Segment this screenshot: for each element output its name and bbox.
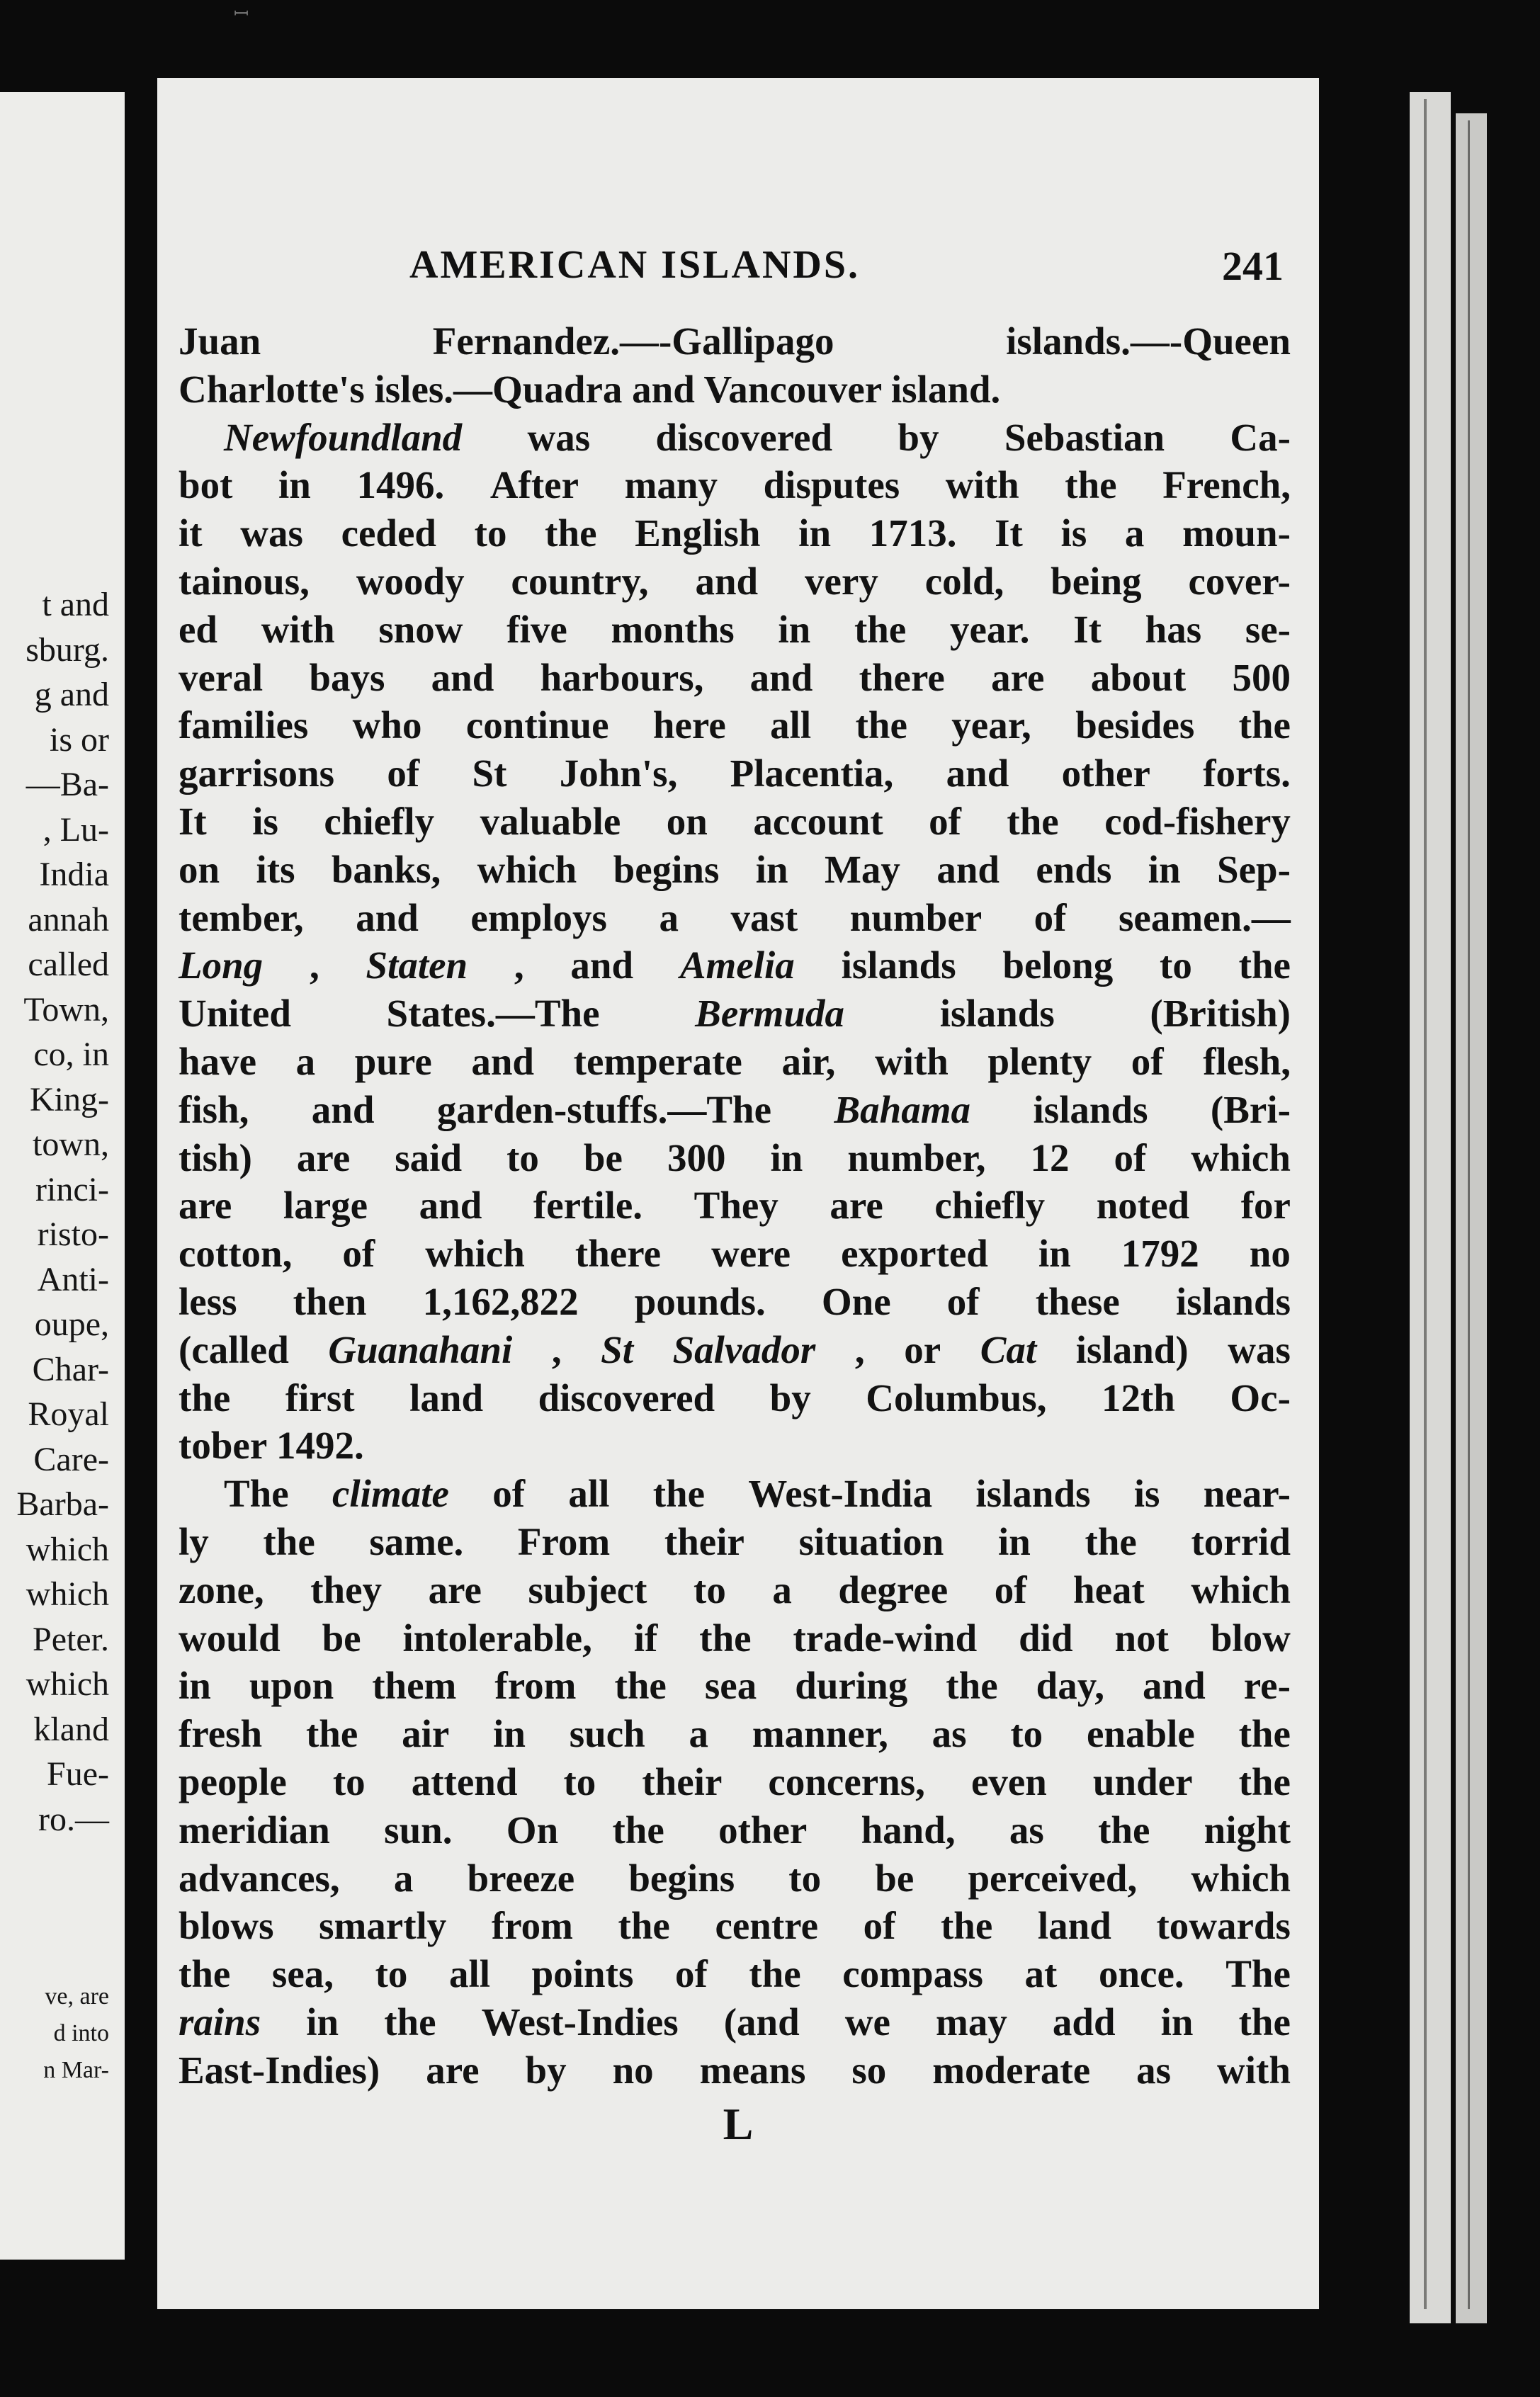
text-line: The climate of all the West-India islands is near- bbox=[224, 1472, 1291, 1516]
left-page-text-fragment: rinci- bbox=[35, 1170, 109, 1208]
left-page-text-fragment: town, bbox=[33, 1126, 109, 1163]
text-line: on its banks, which begins in May and ends in Sep- bbox=[179, 847, 1291, 891]
text-line: ed with snow five months in the year. It has se- bbox=[179, 607, 1291, 651]
text-line: cotton, of which there were exported in 1792 no bbox=[179, 1232, 1291, 1276]
text-line: Charlotte's isles.—Quadra and Vancouver island. bbox=[179, 367, 1001, 411]
text-line: have a pure and temperate air, with plenty of flesh, bbox=[179, 1039, 1291, 1083]
left-page-text-fragment: which bbox=[26, 1575, 109, 1613]
left-page-text-fragment: is or bbox=[50, 720, 109, 759]
left-page-text-fragment: Barba- bbox=[16, 1485, 109, 1523]
text-line: would be intolerable, if the trade-wind did not blow bbox=[179, 1616, 1291, 1660]
left-page-text-fragment: annah bbox=[28, 900, 109, 939]
text-line: the sea, to all points of the compass at once. The bbox=[179, 1952, 1291, 1996]
page-edge-line bbox=[1424, 99, 1427, 2309]
text-line: rains in the West-Indies (and we may add in the bbox=[179, 2000, 1291, 2044]
scan-mark: ꟷ bbox=[234, 4, 249, 25]
left-page-text-fragment: King- bbox=[30, 1080, 109, 1118]
left-page-footnote-fragment: n Mar- bbox=[43, 2057, 109, 2083]
text-line: It is chiefly valuable on account of the cod-fishery bbox=[179, 799, 1291, 843]
text-line: less then 1,162,822 pounds. One of these islands bbox=[179, 1279, 1291, 1323]
text-line: Long , Staten , and Amelia islands belong to the bbox=[179, 944, 1291, 987]
text-line: tainous, woody country, and very cold, being cover- bbox=[179, 559, 1291, 603]
left-page-text-fragment: —Ba- bbox=[26, 766, 109, 803]
left-page-text-fragment: ro.— bbox=[38, 1800, 109, 1838]
text-line: bot in 1496. After many disputes with the French, bbox=[179, 463, 1291, 507]
text-line: tish) are said to be 300 in number, 12 of which bbox=[179, 1135, 1291, 1179]
left-page-text-fragment: which bbox=[26, 1665, 109, 1703]
left-page-text-fragment: Char- bbox=[32, 1350, 109, 1388]
text-line: East-Indies) are by no means so moderate as with bbox=[179, 2048, 1291, 2092]
text-line: tember, and employs a vast number of seamen.— bbox=[179, 895, 1291, 939]
text-line: (called Guanahani , St Salvador , or Cat island) was bbox=[179, 1327, 1291, 1371]
running-title: AMERICAN ISLANDS. bbox=[409, 243, 860, 287]
text-line: are large and fertile. They are chiefly noted for bbox=[179, 1184, 1291, 1228]
left-page-text-fragment: sburg. bbox=[26, 630, 109, 669]
text-line: garrisons of St John's, Placentia, and other forts. bbox=[179, 752, 1291, 795]
text-line: veral bays and harbours, and there are about 500 bbox=[179, 655, 1291, 699]
text-line: blows smartly from the centre of the land towards bbox=[179, 1904, 1291, 1948]
text-line: United States.—The Bermuda islands (British) bbox=[179, 992, 1291, 1036]
page-edge bbox=[1410, 92, 1451, 2323]
left-page-text-fragment: Peter. bbox=[33, 1620, 109, 1658]
left-page-text-fragment: t and bbox=[42, 586, 109, 623]
text-line: families who continue here all the year, besides the bbox=[179, 703, 1291, 747]
catchword: L bbox=[723, 2099, 754, 2149]
text-line: in upon them from the sea during the day, and re- bbox=[179, 1664, 1291, 1708]
text-line: ly the same. From their situation in the torrid bbox=[179, 1519, 1291, 1563]
text-line: fresh the air in such a manner, as to enable the bbox=[179, 1712, 1291, 1756]
left-page-text-fragment: which bbox=[26, 1530, 109, 1568]
left-page-footnote-fragment: ve, are bbox=[45, 1983, 109, 2010]
text-line: Juan Fernandez.—-Gallipago islands.—-Queen bbox=[179, 319, 1291, 363]
left-page-text-fragment: Royal bbox=[28, 1395, 109, 1433]
text-line: people to attend to their concerns, even under the bbox=[179, 1760, 1291, 1803]
left-page-text-fragment: Care- bbox=[33, 1440, 109, 1478]
left-page-text-fragment: kland bbox=[33, 1710, 109, 1748]
left-page-text-fragment: Town, bbox=[23, 990, 109, 1028]
left-page-text-fragment: Fue- bbox=[47, 1755, 109, 1793]
text-line: it was ceded to the English in 1713. It is a moun- bbox=[179, 511, 1291, 555]
left-page-text-fragment: , Lu- bbox=[43, 810, 109, 849]
page-edge-line bbox=[1468, 120, 1470, 2309]
left-page-text-fragment: g and bbox=[34, 676, 109, 713]
left-page-text-fragment: called bbox=[28, 946, 109, 983]
text-line: the first land discovered by Columbus, 12th Oc- bbox=[179, 1376, 1291, 1420]
page-edge bbox=[1456, 113, 1487, 2323]
left-page-text-fragment: risto- bbox=[37, 1216, 109, 1253]
left-page-text-fragment: Anti- bbox=[37, 1260, 109, 1298]
text-line: advances, a breeze begins to be perceived, which bbox=[179, 1856, 1291, 1900]
left-page-text-fragment: oupe, bbox=[34, 1305, 109, 1343]
text-line: Newfoundland was discovered by Sebastian Ca- bbox=[224, 415, 1291, 459]
left-page-fragment bbox=[0, 92, 125, 2260]
left-page-footnote-fragment: d into bbox=[53, 2020, 109, 2046]
text-line: zone, they are subject to a degree of heat which bbox=[179, 1568, 1291, 1611]
body-text bbox=[179, 317, 1291, 2094]
text-line: fish, and garden-stuffs.—The Bahama islands (Bri- bbox=[179, 1087, 1291, 1131]
page-number: 241 bbox=[1222, 243, 1284, 289]
book-page bbox=[157, 78, 1319, 2309]
page-header bbox=[157, 242, 1319, 292]
left-page-text-fragment: co, in bbox=[33, 1036, 109, 1073]
text-line: meridian sun. On the other hand, as the night bbox=[179, 1808, 1291, 1852]
left-page-text-fragment: India bbox=[39, 856, 109, 893]
text-line: tober 1492. bbox=[179, 1424, 364, 1468]
